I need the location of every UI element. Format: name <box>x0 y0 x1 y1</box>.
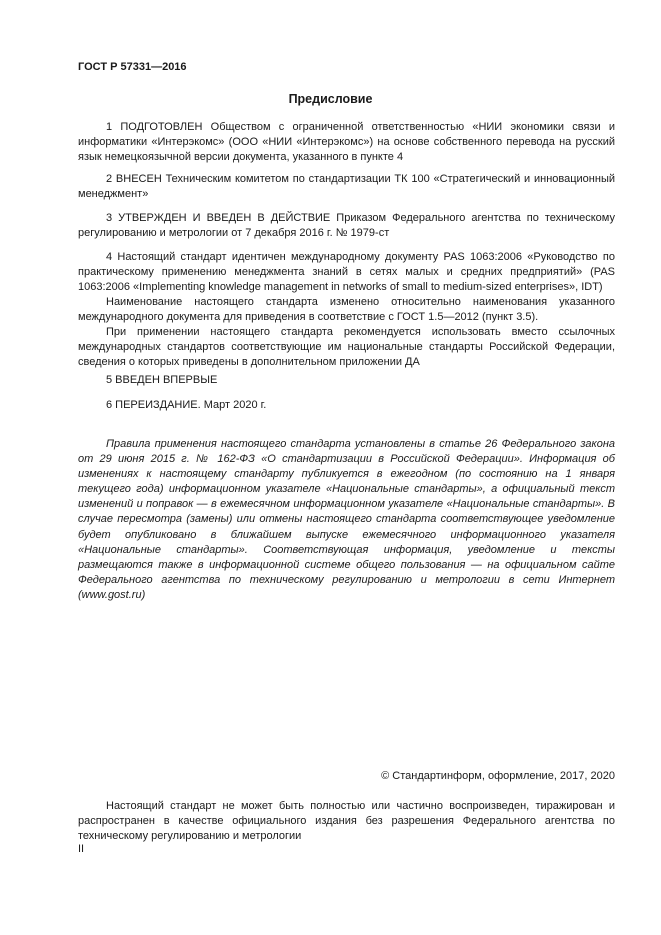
preface-item-5-text: 5 ВВЕДЕН ВПЕРВЫЕ <box>106 374 218 386</box>
preface-item-4-paragraph-1: 4 Настоящий стандарт идентичен международному документу PAS 1063:2006 «Руководство по практическому применению менеджмента знаний в сетях малых и средних предприятий» (PAS 1063:2006 «Implementing knowledge management in networks of small to medium-sized enterprises», IDT) <box>78 251 615 293</box>
preface-item-6-text: 6 ПЕРЕИЗДАНИЕ. Март 2020 г. <box>106 399 267 411</box>
preface-item-1-text: 1 ПОДГОТОВЛЕН Обществом с ограниченной ответственностью «НИИ экономики связи и информатики «Интерэкомс» (ООО «НИИ «Интерэкомс») на основе собственного перевода на русский язык немецкоязычной версии документа, указанного в пункте 4 <box>78 121 615 163</box>
page-number: II <box>78 843 85 855</box>
preface-item-2-text: 2 ВНЕСЕН Техническим комитетом по стандартизации ТК 100 «Стратегический и инновационный менеджмент» <box>78 173 615 200</box>
preface-item-3-text: 3 УТВЕРЖДЕН И ВВЕДЕН В ДЕЙСТВИЕ Приказом Федерального агентства по техническому регулированию и метрологии от 7 декабря 2016 г. № 1979-ст <box>78 212 615 239</box>
preface-item-4 <box>78 250 615 370</box>
standard-application-notice: Правила применения настоящего стандарта установлены в статье 26 Федерального закона от 29 июня 2015 г. № 162-ФЗ «О стандартизации в Российской Федерации». Информация об изменениях к настоящему стандарту публикуется в ежегодном (по состоянию на 1 января текущего года) информационном указателе «Национальные стандарты», а официальный текст изменений и поправок — в ежемесячном информационном указателе «Национальные стандарты». В случае пересмотра (замены) или отмены настоящего стандарта соответствующее уведомление будет опубликовано в ближайшем выпуске ежемесячного информационного указателя «Национальные стандарты». Соответствующая информация, уведомление и тексты размещаются также в информационной системе общего пользования — на официальном сайте Федерального агентства по техническому регулированию и метрологии в сети Интернет (www.gost.ru) <box>78 438 615 601</box>
preface-item-1 <box>78 120 615 165</box>
preface-item-4-paragraph-3: При применении настоящего стандарта рекомендуется использовать вместо ссылочных международных стандартов соответствующие им национальные стандарты Российской Федерации, сведения о которых приведены в дополнительном приложении ДА <box>78 326 615 368</box>
preface-item-6 <box>78 398 615 413</box>
preface-item-4-paragraph-2: Наименование настоящего стандарта изменено относительно наименования указанного международного документа для приведения в соответствие с ГОСТ 1.5—2012 (пункт 3.5). <box>78 296 615 323</box>
reproduction-restriction: Настоящий стандарт не может быть полностью или частично воспроизведен, тиражирован и распространен в качестве официального издания без разрешения Федерального агентства по техническому регулированию и метрологии <box>78 800 615 842</box>
preface-item-3 <box>78 211 615 241</box>
preface-item-2 <box>78 172 615 202</box>
preface-item-5 <box>78 373 615 388</box>
page-title: Предисловие <box>288 92 373 106</box>
copyright-line: © Стандартинформ, оформление, 2017, 2020 <box>381 770 615 782</box>
document-code: ГОСТ Р 57331—2016 <box>78 61 187 73</box>
